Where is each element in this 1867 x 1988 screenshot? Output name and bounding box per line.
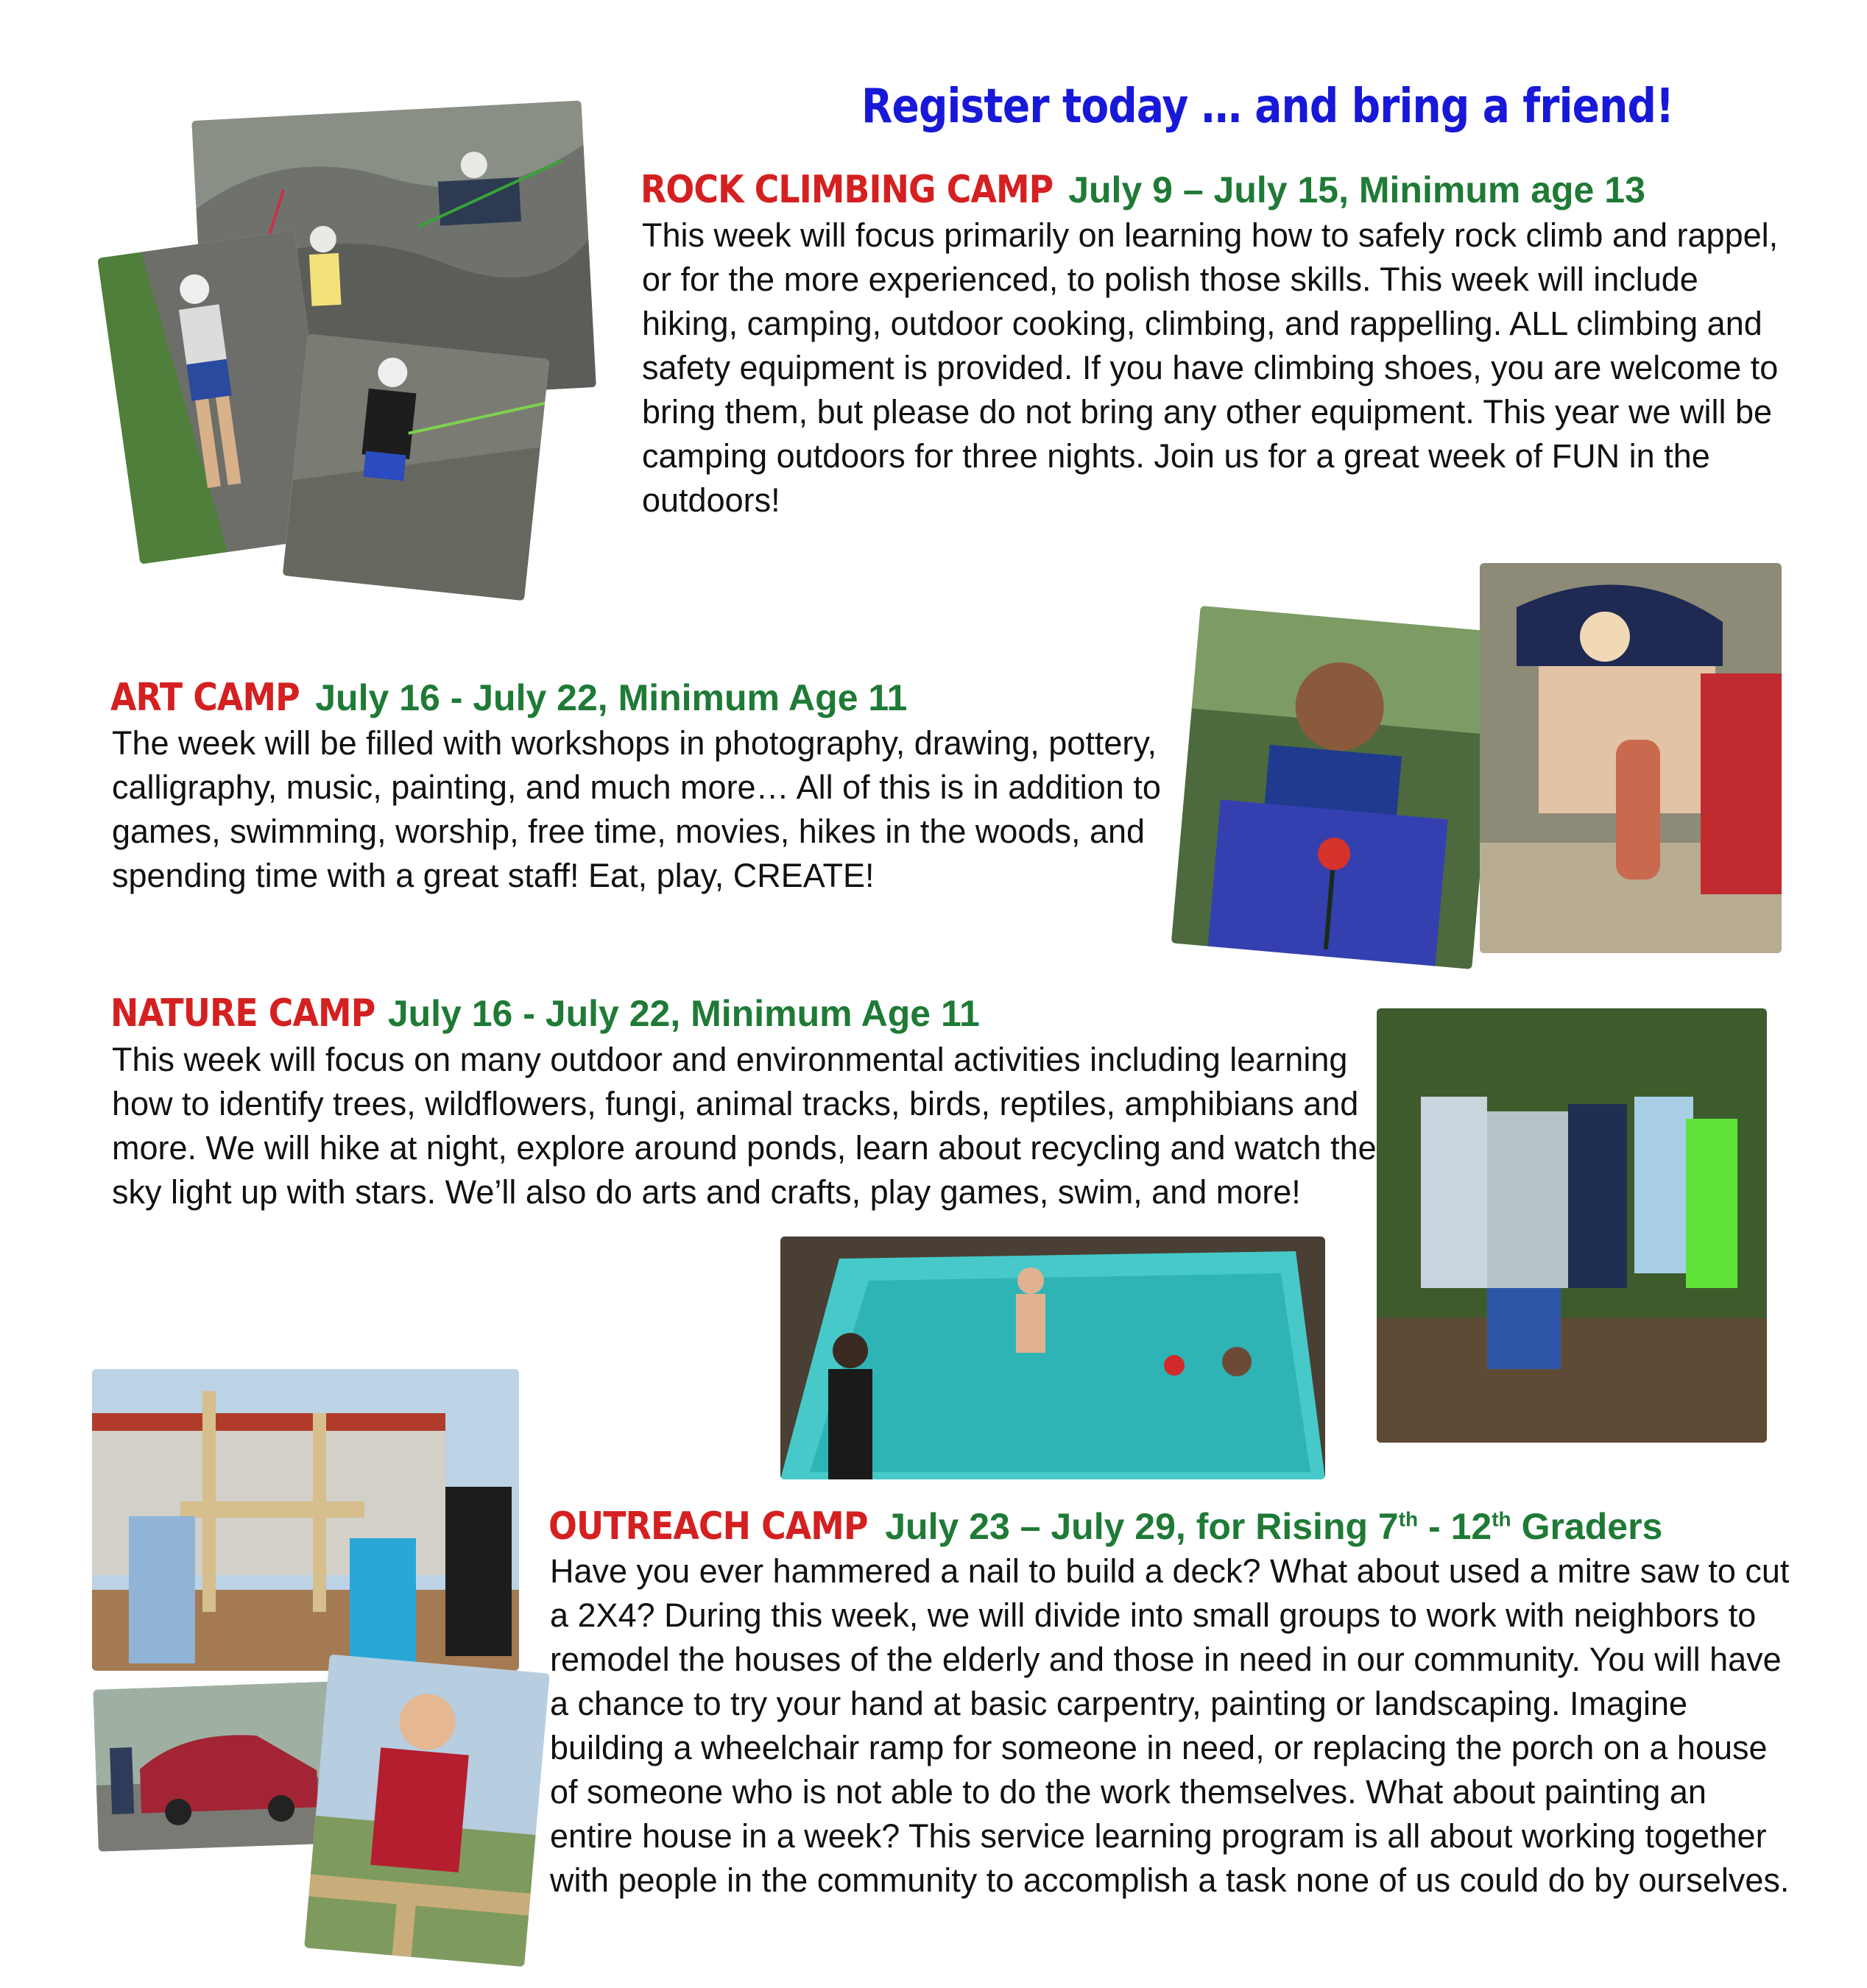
rock-climbing-camp-title: ROCK CLIMBING CAMP — [640, 168, 1054, 212]
art-camp-description: The week will be filled with workshops in photography, drawing, pottery, calligraphy, music, painting, and much more… All of this is in addition to games, swimming, worship, free time, movies, hikes in the woods, and spending time with a great staff! Eat, play, CREATE! — [112, 724, 1161, 894]
photo-boy-hammering — [304, 1655, 550, 1967]
photo-swimming-pool — [780, 1237, 1325, 1479]
outreach-dates-sup1: th — [1398, 1507, 1419, 1531]
nature-camp-dates: July 16 - July 22, Minimum Age 11 — [387, 993, 980, 1034]
photo-washing-car — [93, 1681, 341, 1851]
outreach-dates-mid: - 12 — [1418, 1506, 1492, 1547]
photo-icon — [93, 1681, 341, 1851]
photo-girl-holding-painting — [1171, 606, 1502, 969]
photo-icon — [1480, 563, 1782, 953]
outreach-dates-suffix: Graders — [1511, 1506, 1663, 1547]
photo-icon — [1377, 1008, 1767, 1443]
photo-icon — [1171, 606, 1502, 969]
photo-icon — [780, 1237, 1325, 1479]
photo-icon — [304, 1655, 550, 1967]
photo-icon — [283, 334, 550, 601]
art-camp-title: ART CAMP — [110, 676, 300, 720]
photo-climber-harness — [283, 334, 550, 601]
nature-camp-description: This week will focus on many outdoor and environmental activities including learning how to identify trees, wildflowers, fungi, animal tracks, birds, reptiles, amphibians and more. We will hike at night, explore around ponds, learn about recycling and watch the sky light up with stars. We’ll also do arts and crafts, play games, swim, and more! — [112, 1041, 1377, 1211]
headline: Register today … and bring a friend! — [861, 79, 1674, 134]
rock-climbing-camp-dates: July 9 – July 15, Minimum age 13 — [1068, 169, 1645, 211]
outreach-dates-sup2: th — [1492, 1507, 1511, 1531]
photo-girl-painting-bottle — [1480, 563, 1782, 953]
outreach-camp-dates — [885, 1506, 1662, 1547]
photo-icon — [92, 1369, 519, 1671]
art-camp-dates: July 16 - July 22, Minimum Age 11 — [315, 677, 908, 718]
nature-camp-title: NATURE CAMP — [110, 991, 375, 1036]
outreach-dates-prefix: July 23 – July 29, for Rising 7 — [885, 1506, 1399, 1547]
photo-building-deck — [92, 1369, 519, 1671]
photo-nature-group — [1377, 1008, 1767, 1443]
rock-climbing-camp-description: This week will focus primarily on learning how to safely rock climb and rappel, or for the more experienced, to polish those skills. This week will include hiking, camping, outdoor cooking, climbing, and rappelling. ALL climbing and safety equipment is provided. If you have climbing shoes, you are welcome to bring them, but please do not bring any other equipment. This year we will be camping outdoors for three nights. Join us for a great week of FUN in the outdoors! — [642, 216, 1779, 519]
outreach-camp-description: Have you ever hammered a nail to build a deck? What about used a mitre saw to cut a 2X4? During this week, we will divide into small groups to work with neighbors to remodel the houses of the elderly and those in need in our community. You will have a chance to try your hand at basic carpentry, painting or landscaping. Imagine building a wheelchair ramp for someone in need, or replacing the porch on a house of someone who is not able to do the work themselves. What about painting an entire house in a week? This service learning program is all about working together with people in the community to accomplish a task none of us could do by ourselves. — [550, 1552, 1790, 1899]
outreach-camp-title: OUTREACH CAMP — [548, 1504, 868, 1549]
